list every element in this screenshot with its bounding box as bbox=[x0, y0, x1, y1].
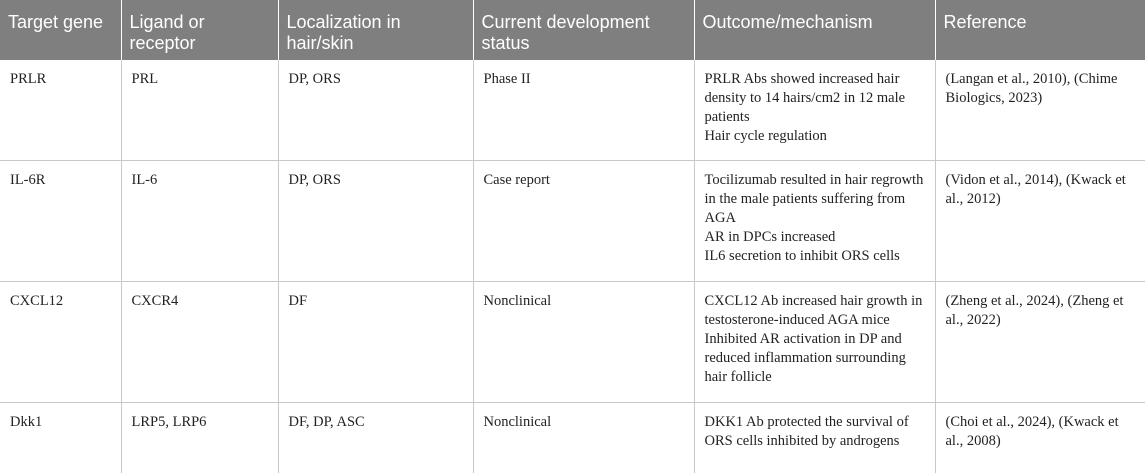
cell-reference: (Choi et al., 2024), (Kwack et al., 2008) bbox=[935, 402, 1145, 473]
cell-target-gene: PRLR bbox=[0, 60, 121, 160]
cell-reference: (Langan et al., 2010), (Chime Biologics, 2023) bbox=[935, 60, 1145, 160]
cell-status: Case report bbox=[473, 160, 694, 281]
cell-ligand: LRP5, LRP6 bbox=[121, 402, 278, 473]
table-row bbox=[0, 60, 1145, 160]
cell-ligand: CXCR4 bbox=[121, 281, 278, 402]
header-row bbox=[0, 0, 1145, 60]
cell-outcome bbox=[694, 160, 935, 281]
cell-target-gene: Dkk1 bbox=[10, 413, 43, 430]
outcome-line: IL6 secretion to inhibit ORS cells bbox=[704, 247, 900, 264]
table-row bbox=[0, 402, 1145, 473]
table-row bbox=[0, 281, 1145, 402]
cell-localization: DF, DP, ASC bbox=[278, 402, 473, 473]
header-reference: Reference bbox=[935, 0, 1145, 60]
cell-target-gene: CXCL12 bbox=[0, 281, 121, 402]
outcome-line: Inhibited AR activation in DP and reduced inflammation surrounding hair follicle bbox=[704, 330, 906, 385]
cell-outcome bbox=[694, 402, 935, 473]
cell-status: Phase II bbox=[473, 60, 694, 160]
outcome-line: CXCL12 Ab increased hair growth in testosterone-induced AGA mice bbox=[704, 292, 923, 328]
outcome-line: PRLR Abs showed increased hair density to 14 hairs/cm2 in 12 male patients bbox=[704, 71, 906, 125]
cell-localization: DP, ORS bbox=[278, 160, 473, 281]
cell-status: Nonclinical bbox=[473, 281, 694, 402]
header-target-gene: Target gene bbox=[0, 0, 121, 60]
cell-ligand: IL-6 bbox=[121, 160, 278, 281]
cell-outcome bbox=[694, 60, 935, 160]
cell-reference: (Zheng et al., 2024), (Zheng et al., 2022) bbox=[935, 281, 1145, 402]
cell-localization: DP, ORS bbox=[278, 60, 473, 160]
header-development-status: Current development status bbox=[473, 0, 694, 60]
header-localization: Localization in hair/skin bbox=[278, 0, 473, 60]
outcome-line: Tocilizumab resulted in hair regrowth in the male patients suffering from AGA bbox=[704, 171, 924, 226]
outcome-line: Hair cycle regulation bbox=[704, 128, 827, 144]
header-ligand-or-receptor: Ligand or receptor bbox=[121, 0, 278, 60]
cell-reference: (Vidon et al., 2014), (Kwack et al., 2012) bbox=[935, 160, 1145, 281]
table-row bbox=[0, 160, 1145, 281]
outcome-line: AR in DPCs increased bbox=[704, 228, 836, 245]
outcome-line: DKK1 Ab protected the survival of ORS cells inhibited by androgens bbox=[704, 413, 909, 449]
cell-target-gene: IL-6R bbox=[0, 160, 121, 281]
cell-outcome bbox=[694, 281, 935, 402]
cell-ligand: PRL bbox=[121, 60, 278, 160]
header-outcome-mechanism: Outcome/mechanism bbox=[694, 0, 935, 60]
cell-status: Nonclinical bbox=[473, 402, 694, 473]
cell-localization: DF bbox=[278, 281, 473, 402]
